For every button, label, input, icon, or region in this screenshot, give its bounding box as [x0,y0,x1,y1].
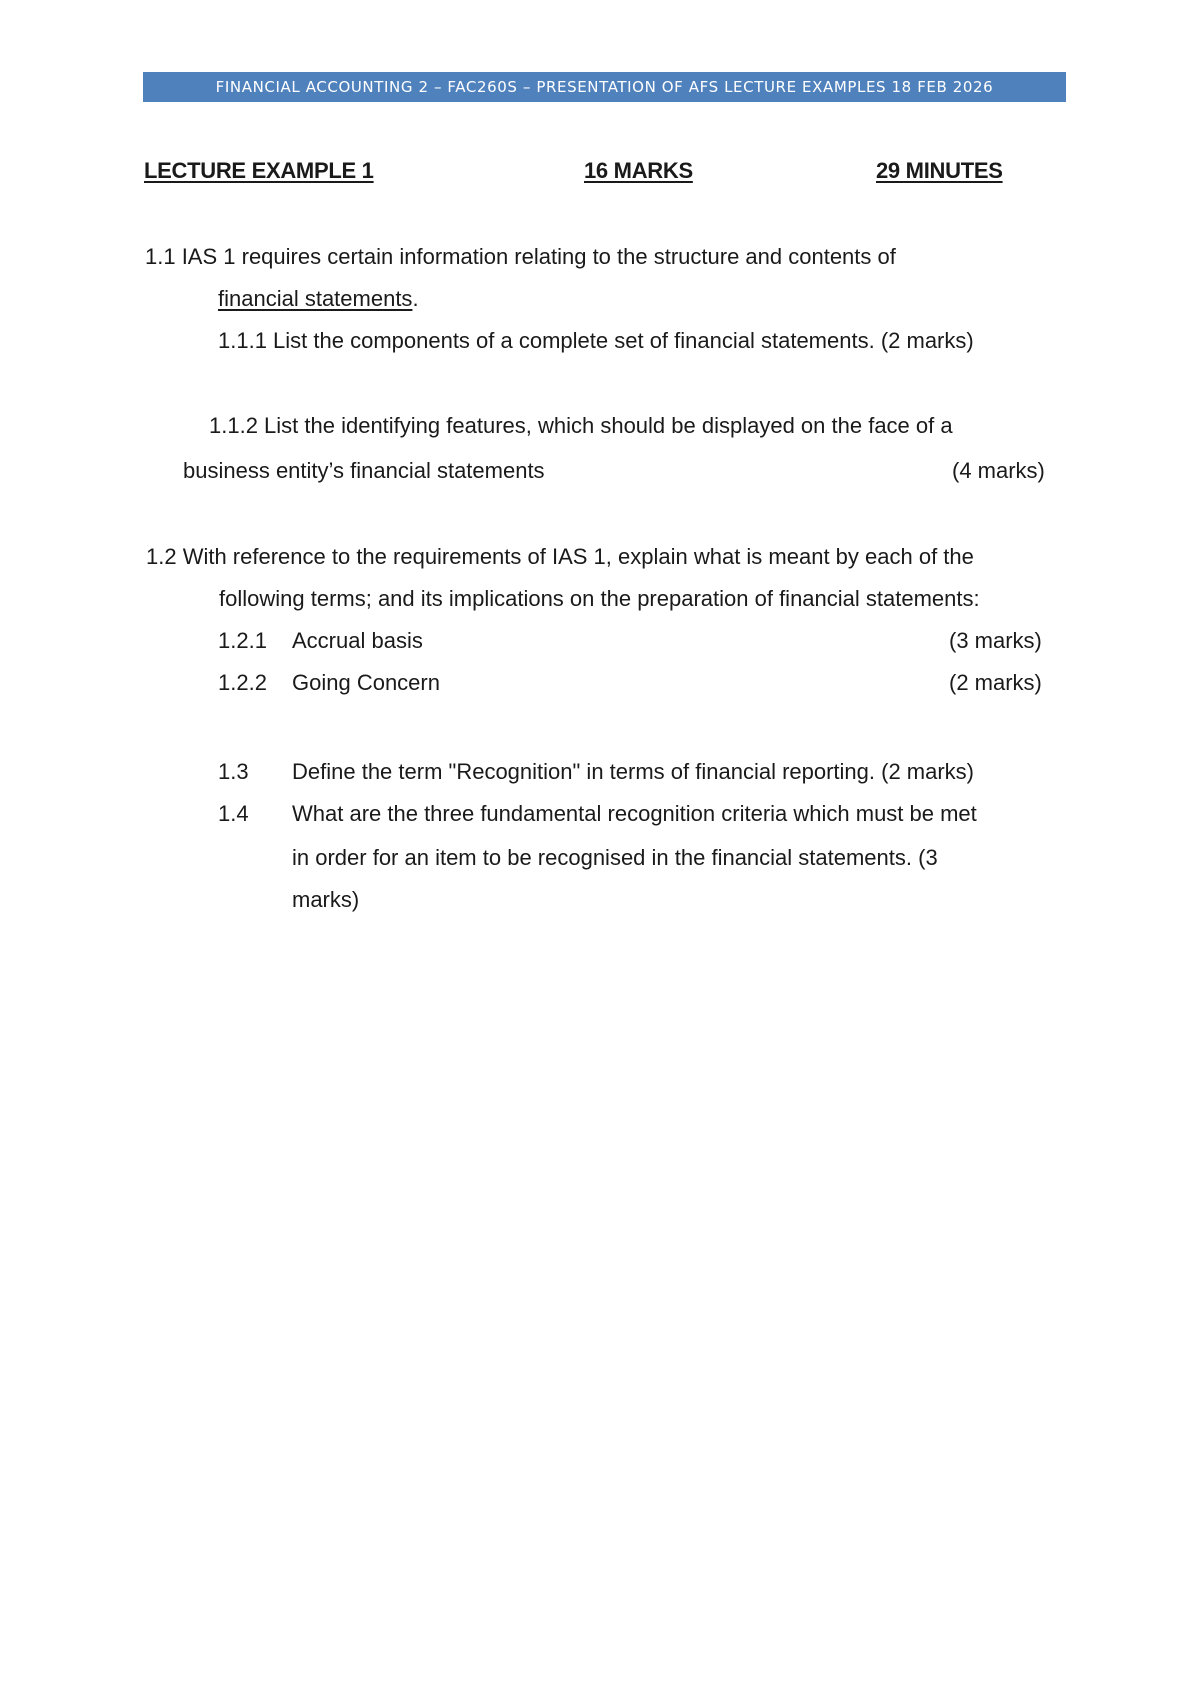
question-1-1-2-line-1: 1.1.2 List the identifying features, which should be displayed on the face of a [209,413,953,438]
financial-statements-underlined: financial statements [218,286,413,311]
question-1-4-line-1: What are the three fundamental recognition criteria which must be met [292,801,977,826]
question-1-1-line-2 [218,286,419,312]
time-allowed-label: 29 MINUTES [876,158,1003,183]
question-1-1-2-line-2: business entity’s financial statements [183,458,545,483]
question-1-2-1-text: Accrual basis [292,628,423,653]
lecture-example-title: LECTURE EXAMPLE 1 [144,158,374,183]
question-1-2-2-marks: (2 marks) [949,670,1042,695]
document-header-band: FINANCIAL ACCOUNTING 2 – FAC260S – PRESENTATION OF AFS LECTURE EXAMPLES 18 FEB 2026 [143,72,1066,102]
question-1-3-text: Define the term "Recognition" in terms of financial reporting. (2 marks) [292,759,975,784]
question-1-4-number: 1.4 [218,801,249,826]
question-1-2-line-1: 1.2 With reference to the requirements of IAS 1, explain what is meant by each of the [146,544,974,569]
question-1-1-1: 1.1.1 List the components of a complete set of financial statements. (2 marks) [218,328,974,353]
question-1-4-line-2: in order for an item to be recognised in the financial statements. (3 [292,845,938,870]
total-marks-label: 16 MARKS [584,158,693,183]
question-1-1-2-marks: (4 marks) [952,458,1045,483]
question-1-2-2-number: 1.2.2 [218,670,267,695]
question-1-2-1-number: 1.2.1 [218,628,267,653]
question-1-2-line-2: following terms; and its implications on the preparation of financial statements: [219,586,980,611]
question-1-2-2-text: Going Concern [292,670,440,695]
question-1-1-period: . [412,286,419,311]
question-1-3-number: 1.3 [218,759,249,784]
question-1-1-line-1: 1.1 IAS 1 requires certain information relating to the structure and contents of [145,244,896,269]
question-1-2-1-marks: (3 marks) [949,628,1042,653]
question-1-4-line-3: marks) [292,887,360,912]
